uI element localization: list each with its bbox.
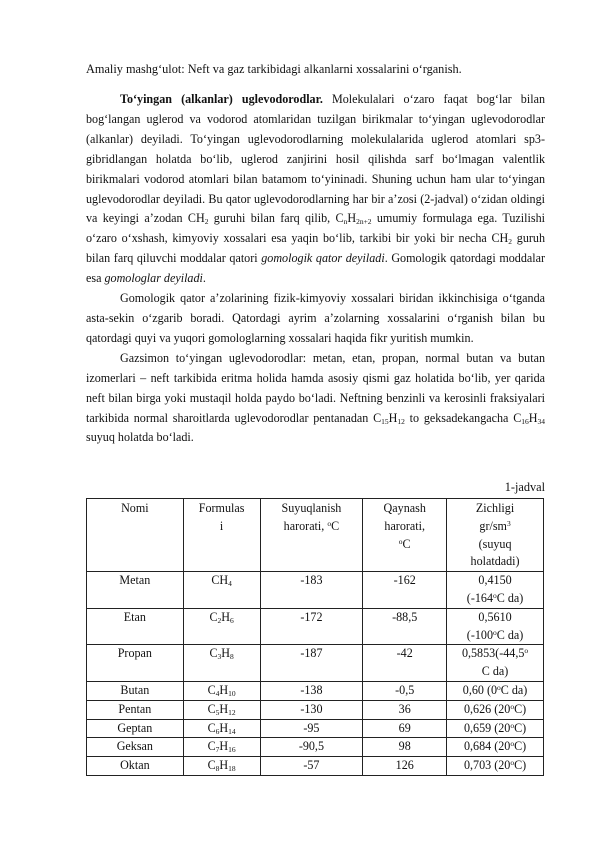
cell-melting-point: -95	[260, 719, 363, 738]
subscript: 16	[521, 416, 529, 426]
table-row	[87, 645, 544, 682]
superscript: o	[524, 646, 529, 656]
density-value: 0,659 (20	[463, 720, 511, 735]
cell-boiling-point: 98	[363, 738, 447, 757]
text-run: Molekulalari o‘zaro faqat bog‘lar bilan bog‘langan uglerod va vodorod atomlaridan tuzilgan birikmalar to‘yingan uglevodorodlar (alkanlar) deyiladi. To‘yingan uglevodorodlarning molekulalarida uglerod atomlari sp3-gibridlangan holatda bo‘lib, uglerod zanjirini hosil qilishda sarf bo‘lmagan valentlik birikmalari vodorod atomlari bilan batamom to‘yininadi. Shuning uchun ham ular to‘yingan uglevodorodlar deyiladi. Bu qator uglevodorodlarning har bir a’zosi (2-jadval) o‘zidan oldingi va keyingi a’zodan CH	[86, 92, 545, 226]
header-text: Formulas	[198, 501, 245, 515]
italic-term: gomologlar deyiladi	[104, 271, 203, 286]
subscript: 18	[228, 764, 236, 774]
subscript: 4	[228, 579, 232, 589]
superscript: o	[510, 739, 515, 749]
table-row	[87, 700, 544, 719]
header-text: Zichligi	[475, 501, 515, 515]
formula-part: C	[207, 720, 216, 735]
cell-boiling-point: -162	[363, 572, 447, 609]
density-value: 0,703 (20	[463, 758, 511, 773]
subscript: 6	[215, 726, 220, 736]
density-condition: C)	[514, 701, 527, 716]
cell-melting-point: -172	[260, 608, 363, 645]
cell-melting-point: -187	[260, 645, 363, 682]
cell-density	[447, 700, 544, 719]
cell-name: Oktan	[87, 757, 184, 776]
cell-melting-point: -138	[260, 681, 363, 700]
table-caption: 1-jadval	[504, 480, 545, 494]
cell-name: Butan	[87, 681, 184, 700]
header-text: Qaynash	[383, 501, 426, 515]
header-text: i	[219, 518, 224, 533]
header-melting-point	[260, 499, 363, 572]
cell-formula	[183, 738, 260, 757]
paragraph-alkanes	[86, 90, 545, 289]
cell-density	[447, 645, 544, 682]
subscript: 16	[228, 745, 236, 755]
text-run: . Gomologik qatordagi moddalar esa	[86, 251, 545, 286]
density-value: 0,4150	[478, 573, 512, 588]
formula-part: C	[207, 758, 216, 773]
formula-part: H	[219, 720, 229, 735]
cell-formula	[183, 681, 260, 700]
header-text: holatdadi)	[470, 554, 520, 569]
subscript: 15	[381, 416, 389, 426]
superscript: o	[510, 720, 515, 730]
cell-formula	[183, 757, 260, 776]
header-text: harorati,	[283, 518, 328, 533]
cell-formula	[183, 719, 260, 738]
density-value: 0,60 (0	[462, 682, 498, 697]
subscript: 6	[230, 615, 234, 625]
text-run: .	[202, 271, 206, 286]
density-condition: C da)	[481, 664, 509, 679]
cell-melting-point: -90,5	[260, 738, 363, 757]
cell-density	[447, 719, 544, 738]
cell-density	[447, 681, 544, 700]
cell-formula	[183, 645, 260, 682]
cell-boiling-point: 126	[363, 757, 447, 776]
superscript: o	[327, 518, 332, 528]
cell-boiling-point: 36	[363, 700, 447, 719]
text-run: suyuq holatda bo‘ladi.	[86, 430, 194, 445]
subscript: 34	[537, 416, 545, 426]
header-formula	[183, 499, 260, 572]
header-text: Suyuqlanish	[281, 501, 342, 515]
density-condition: C)	[514, 720, 527, 735]
table-row	[87, 681, 544, 700]
subscript: 8	[230, 652, 234, 662]
header-name	[87, 499, 184, 572]
cell-name: Geksan	[87, 738, 184, 757]
formula-part: H	[219, 739, 229, 754]
text-run: H	[528, 410, 538, 425]
density-condition: (-100	[466, 627, 493, 642]
formula-part: H	[221, 646, 231, 661]
formula-part: H	[219, 758, 229, 773]
cell-density	[447, 608, 544, 645]
text-run: H	[347, 211, 357, 226]
cell-name: Geptan	[87, 719, 184, 738]
header-text: (suyuq	[478, 536, 512, 551]
formula-part: H	[221, 609, 231, 624]
subscript: 3	[217, 652, 222, 662]
bold-term: To‘yingan (alkanlar) uglevodorodlar.	[120, 92, 323, 106]
subscript: 8	[215, 764, 220, 774]
header-density	[447, 499, 544, 572]
cell-formula	[183, 608, 260, 645]
density-condition: C)	[514, 758, 527, 773]
italic-term: gomologik qator deyiladi	[261, 251, 385, 266]
text-run: umumiy formulaga ega. Tuzilishi o‘zaro o‘xshash, kimyoviy xossalari esa yaqin bo‘lib, tarkibi bir yoki bir necha CH	[86, 211, 545, 246]
density-value: 0,684 (20	[463, 739, 511, 754]
cell-name: Pentan	[87, 700, 184, 719]
cell-melting-point: -183	[260, 572, 363, 609]
header-text: C	[402, 536, 411, 551]
density-condition: C da)	[496, 590, 524, 605]
formula-part: H	[219, 701, 229, 716]
cell-melting-point: -130	[260, 700, 363, 719]
text-run: Gazsimon to‘yingan uglevodorodlar: metan, etan, propan, normal butan va butan izomerlari – neft tarkibida eritma holida hamda asosiy qismi gaz holatida bo‘lib, yer qarida neft bilan birga yoki mustaqil holda paydo bo‘ladi. Neftning benzinli va kerosinli fraksiyalari tarkibida normal sharoitlarda uglevodorodlar pentanadan C	[86, 350, 545, 425]
superscript: o	[510, 758, 515, 768]
text-run: to geksadekangacha C	[404, 410, 522, 425]
formula-part: CH	[211, 573, 229, 588]
density-condition: (-164	[466, 590, 493, 605]
cell-name: Propan	[87, 645, 184, 682]
header-text: harorati,	[384, 518, 426, 533]
paragraph-homologs: Gomologik qator a’zolarining fizik-kimyoviy xossalari biridan ikkinchisiga o‘tganda asta-sekin o‘zgarib boradi. Qatordagi ayrim a’zolarning xossalarini o‘rganish bilan bu qatordagi quyi va yuqori gomologlarning xossalari haqida fikr yuritish mumkin.	[86, 291, 545, 345]
superscript: o	[493, 627, 497, 637]
alkane-properties-table	[86, 498, 544, 776]
density-condition: C da)	[496, 627, 524, 642]
density-value: 0,5610	[478, 609, 512, 624]
formula-part: C	[207, 739, 216, 754]
formula-part: H	[219, 682, 229, 697]
cell-name: Etan	[87, 608, 184, 645]
paragraph-gaseous	[86, 349, 545, 449]
superscript: o	[497, 682, 501, 692]
cell-density	[447, 738, 544, 757]
table-header-row	[87, 499, 544, 572]
cell-name: Metan	[87, 572, 184, 609]
text-run: guruhi bilan farq qilib, C	[208, 211, 344, 226]
text-run: guruh bilan farq qiluvchi moddalar qatori	[86, 231, 545, 266]
superscript: 3	[506, 518, 511, 528]
subscript: 2	[508, 237, 513, 247]
table-row	[87, 719, 544, 738]
table-row	[87, 757, 544, 776]
subscript: n	[343, 217, 348, 227]
header-text: gr/sm	[479, 518, 507, 533]
subscript: 7	[215, 745, 220, 755]
cell-melting-point: -57	[260, 757, 363, 776]
table-row	[87, 572, 544, 609]
header-text: Nomi	[121, 501, 149, 515]
subscript: 2	[204, 217, 209, 227]
table-row	[87, 608, 544, 645]
density-condition: C)	[514, 739, 527, 754]
body-text	[86, 90, 545, 448]
cell-formula	[183, 572, 260, 609]
formula-part: C	[207, 701, 216, 716]
text-run: H	[388, 410, 398, 425]
page-heading: Amaliy mashg‘ulot: Neft va gaz tarkibidagi alkanlarni xossalarini o‘rganish.	[86, 62, 462, 76]
density-value: 0,626 (20	[463, 701, 511, 716]
subscript: 12	[228, 707, 236, 717]
cell-boiling-point: -0,5	[363, 681, 447, 700]
subscript: 14	[228, 726, 236, 736]
cell-density	[447, 757, 544, 776]
superscript: o	[493, 590, 497, 600]
density-condition: C da)	[500, 682, 528, 697]
cell-boiling-point: 69	[363, 719, 447, 738]
header-text: C	[331, 518, 340, 533]
table-row	[87, 738, 544, 757]
cell-density	[447, 572, 544, 609]
superscript: o	[510, 701, 515, 711]
formula-part: C	[209, 646, 218, 661]
subscript: 2n+2	[356, 217, 372, 227]
cell-boiling-point: -42	[363, 645, 447, 682]
table-body	[87, 572, 544, 776]
subscript: 5	[215, 707, 220, 717]
subscript: 2	[217, 615, 222, 625]
cell-boiling-point: -88,5	[363, 608, 447, 645]
subscript: 4	[215, 688, 220, 698]
superscript: o	[398, 536, 403, 546]
subscript: 10	[228, 688, 236, 698]
subscript: 12	[397, 416, 405, 426]
header-boiling-point	[363, 499, 447, 572]
cell-formula	[183, 700, 260, 719]
formula-part: C	[209, 609, 218, 624]
formula-part: C	[207, 682, 216, 697]
density-value: 0,5853(-44,5	[461, 646, 525, 661]
